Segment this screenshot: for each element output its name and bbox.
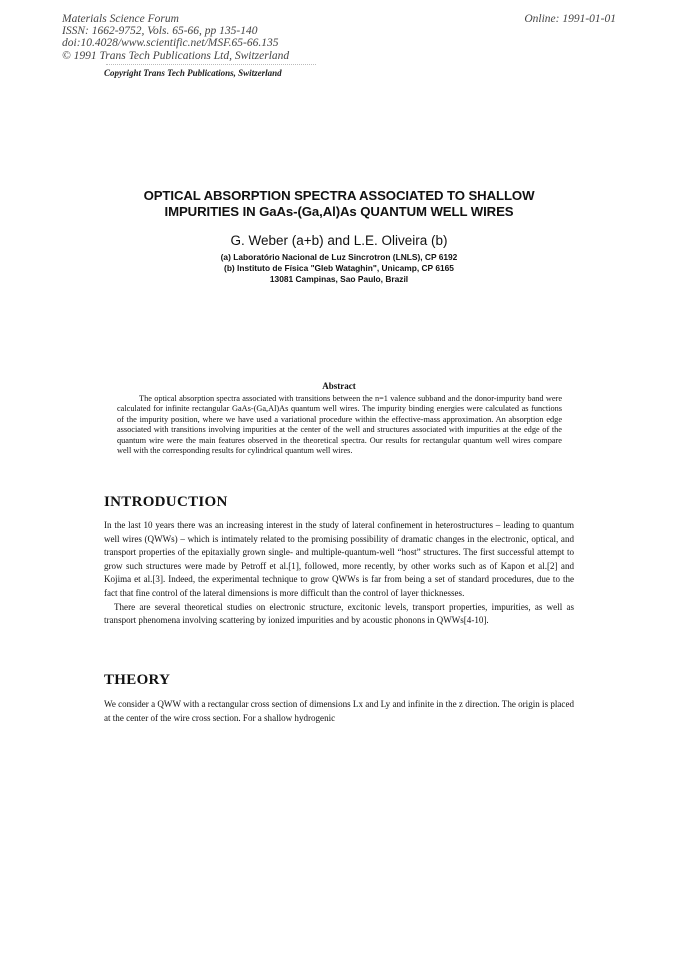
journal-header — [62, 13, 289, 62]
paper-title — [100, 188, 578, 220]
journal-name: Materials Science Forum — [62, 13, 179, 25]
copyright-stamp: Copyright Trans Tech Publications, Switzerland — [104, 68, 282, 78]
theory-body — [104, 698, 574, 725]
abstract-body — [117, 394, 562, 456]
doi-line: doi:10.4028/www.scientific.net/MSF.65-66.135 — [62, 37, 279, 50]
issn-line: ISSN: 1662-9752, Vols. 65-66, pp 135-140 — [62, 25, 258, 38]
abstract-heading: Abstract — [322, 381, 356, 391]
divider — [106, 64, 316, 66]
affiliations — [100, 252, 578, 285]
abstract-text: The optical absorption spectra associated with transitions between the n=1 valence subband and the donor-impurity band were calculated for infinite rectangular GaAs-(Ga,Al)As quantum well wires. The impurity binding energies were calculated as functions of the impurity position, where we have used a variational procedure within the effective-mass approximation. An absorption edge associated with transitions involving impurities at the center of the well and structures associated with impurities at the edge of the quantum wire were the main features observed in the theoretical spectra. Our results for rectangular quantum well wires compare well with the corresponding results for cylindrical quantum well wires. — [117, 394, 562, 456]
affiliation-b: (b) Instituto de Física "Gleb Wataghin", Unicamp, CP 6165 — [224, 263, 454, 273]
authors: G. Weber (a+b) and L.E. Oliveira (b) — [230, 233, 448, 248]
title-line-1: OPTICAL ABSORPTION SPECTRA ASSOCIATED TO SHALLOW — [143, 188, 535, 203]
introduction-paragraph-2: There are several theoretical studies on electronic structure, excitonic levels, transport properties, impurities, as well as transport phenomena involving scattering by ionized impurities and by acoustic phonons in QWWs[4-10]. — [104, 601, 574, 626]
online-date: Online: 1991-01-01 — [524, 13, 616, 25]
affiliation-address: 13081 Campinas, Sao Paulo, Brazil — [269, 274, 409, 284]
publisher-copyright: © 1991 Trans Tech Publications Ltd, Switzerland — [62, 49, 290, 62]
title-line-2: IMPURITIES IN GaAs-(Ga,Al)As QUANTUM WELL WIRES — [164, 204, 514, 219]
affiliation-a: (a) Laboratório Nacional de Luz Sincrotron (LNLS), CP 6192 — [220, 252, 458, 262]
introduction-paragraph-1: In the last 10 years there was an increasing interest in the study of lateral confinement in heterostructures – leading to quantum well wires (QWWs) – which is intimately related to the promising possibility of dramatic changes in the electronic, optical, and transport properties of the epitaxially grown single- and multiple-quantum-well “host” structures. The first successful attempt to grow such structures were made by Petroff et al.[1], followed, more recently, by other works such as of Kapon et al.[2] and Kojima et al.[3]. Indeed, the experimental technique to grow QWWs is far from being a set of standard procedures, due to the fact that fine control of the lateral dimensions is more difficult than the control of layer thicknesses. — [104, 520, 574, 598]
theory-paragraph-1: We consider a QWW with a rectangular cross section of dimensions Lx and Ly and infinite in the z direction. The origin is placed at the center of the wire cross section. For a shallow hydrogenic — [104, 699, 574, 723]
section-heading-introduction: INTRODUCTION — [104, 494, 228, 510]
section-heading-theory: THEORY — [104, 672, 171, 688]
introduction-body — [104, 519, 574, 628]
